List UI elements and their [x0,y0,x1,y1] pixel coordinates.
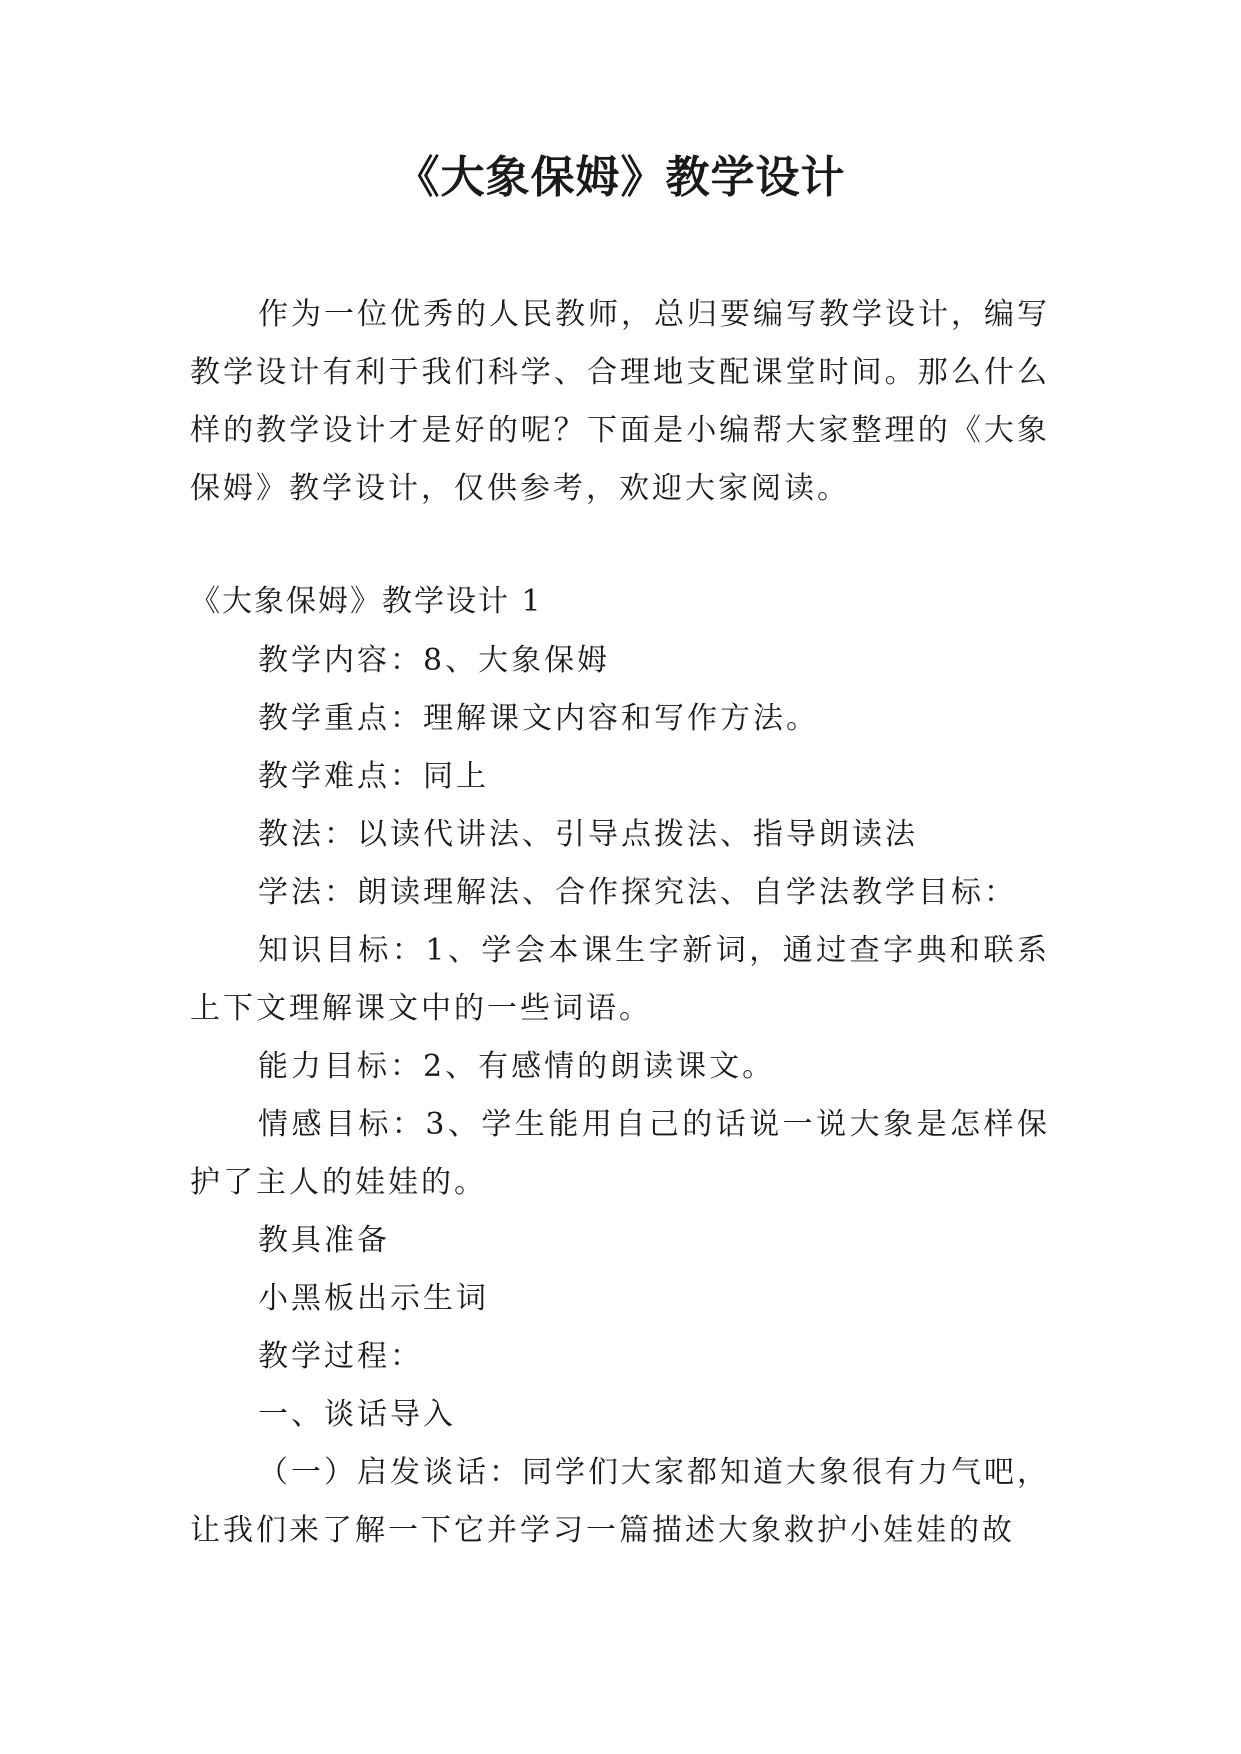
section-heading: 《大象保姆》教学设计 1 [190,584,543,619]
paragraph-blackboard: 小黑板出示生词 [258,1281,489,1316]
paragraph-ability-goal: 能力目标：2、有感情的朗读课文。 [258,1049,776,1084]
paragraph-learning-method: 学法：朗读理解法、合作探究法、自学法教学目标： [258,875,1017,910]
paragraph-key-points: 教学重点：理解课文内容和写作方法。 [258,701,819,736]
intro-paragraph: 作为一位优秀的人民教师，总归要编写教学设计，编写教学设计有利于我们科学、合理地支配课堂时间。那么什么样的教学设计才是好的呢？下面是小编帮大家整理的《大象保姆》教学设计，仅供参考，欢迎大家阅读。 [190,297,1050,506]
paragraph-teaching-content: 教学内容：8、大象保姆 [258,643,611,678]
paragraph-process: 教学过程： [258,1339,423,1374]
paragraph-step-one: 一、谈话导入 [258,1397,456,1432]
paragraph-difficulties: 教学难点：同上 [258,759,489,794]
paragraph-teaching-method: 教法：以读代讲法、引导点拨法、指导朗读法 [258,817,918,852]
lesson-body [190,632,1050,1560]
paragraph-inspiring-talk: （一）启发谈话：同学们大家都知道大象很有力气吧，让我们来了解一下它并学习一篇描述大象救护小娃娃的故 [190,1455,1050,1548]
paragraph-knowledge-goal: 知识目标：1、学会本课生字新词，通过查字典和联系上下文理解课文中的一些词语。 [190,933,1050,1026]
paragraph-emotion-goal: 情感目标：3、学生能用自己的话说一说大象是怎样保护了主人的娃娃的。 [190,1107,1050,1200]
document-title: 《大象保姆》教学设计 [395,152,846,203]
paragraph-teaching-aids: 教具准备 [258,1223,390,1258]
